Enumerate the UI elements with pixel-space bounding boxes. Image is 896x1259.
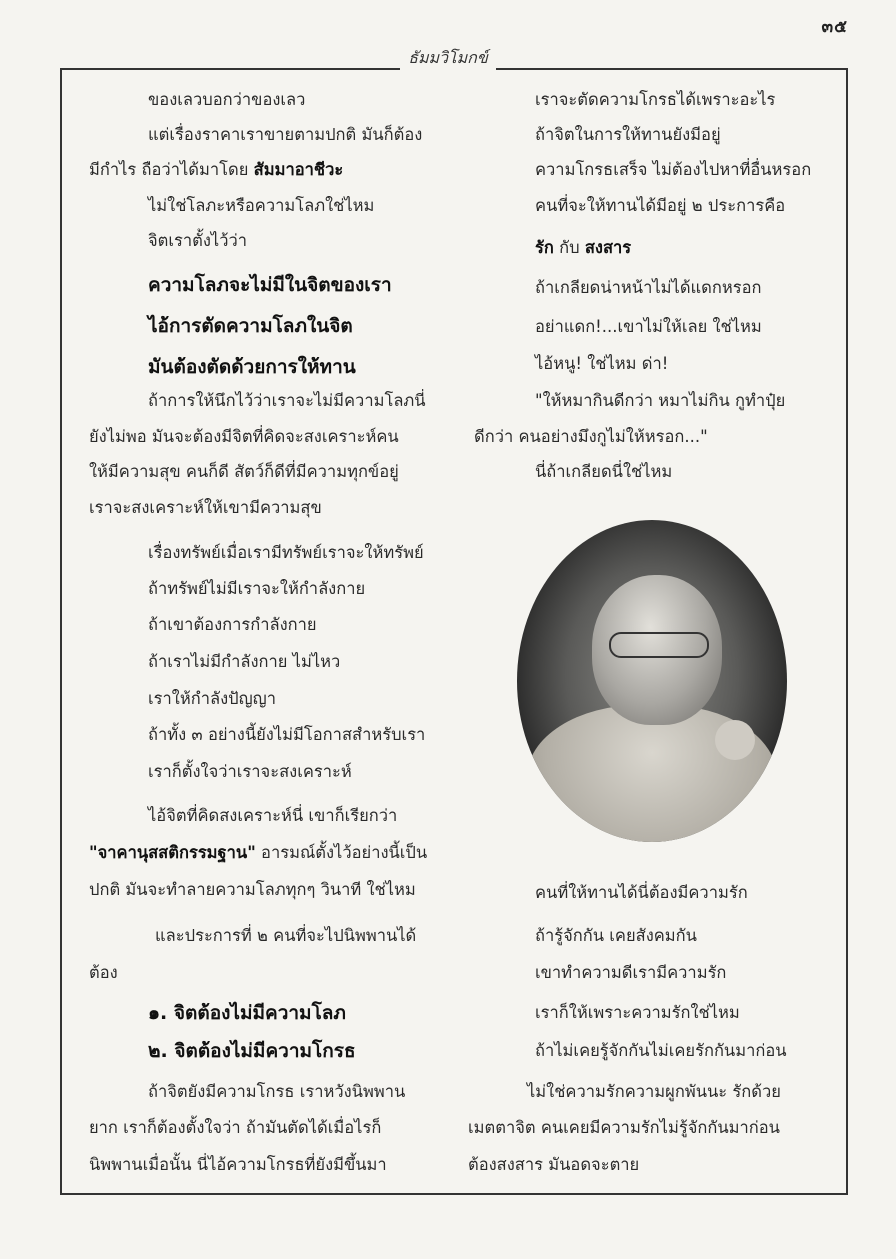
right-line-19: ต้องสงสาร มันอดจะตาย <box>468 1155 640 1174</box>
left-line-16: ถ้าเราไม่มีกำลังกาย ไม่ไหว <box>148 652 341 671</box>
right-line-11: นี่ถ้าเกลียดนี่ใช่ไหม <box>535 462 673 481</box>
left-line-22: ปกติ มันจะทำลายความโลภทุกๆ วินาที ใช่ไหม <box>89 880 416 899</box>
right-line-1: เราจะตัดความโกรธได้เพราะอะไร <box>535 90 776 109</box>
monk-portrait-photo <box>517 520 787 842</box>
eyeglasses-shape <box>609 632 709 658</box>
right-line-16: ถ้าไม่เคยรู้จักกันไม่เคยรักกันมาก่อน <box>535 1041 787 1060</box>
right-line-7: อย่าแดก!...เขาไม่ให้เลย ใช่ไหม <box>535 317 762 336</box>
running-head <box>0 46 896 71</box>
right-line-4: คนที่จะให้ทานได้มีอยู่ ๒ ประการคือ <box>535 196 786 215</box>
right-line-3: ความโกรธเสร็จ ไม่ต้องไปหาที่อื่นหรอก <box>535 160 812 179</box>
microphone-shape <box>715 720 755 760</box>
right-line-17: ไม่ใช่ความรักความผูกพันนะ รักด้วย <box>527 1082 781 1101</box>
term-sammaachiwa: สัมมาอาชีวะ <box>253 160 344 179</box>
right-line-8: ไอ้หนู! ใช่ไหม ด่า! <box>535 354 669 373</box>
term-jakanussati: "จาคานุสสติกรรมฐาน" <box>89 843 256 862</box>
left-heading-5: ๒. จิตต้องไม่มีความโกรธ <box>148 1040 356 1062</box>
left-line-23: และประการที่ ๒ คนที่จะไปนิพพานได้ <box>155 926 417 945</box>
left-line-13: เรื่องทรัพย์เมื่อเรามีทรัพย์เราจะให้ทรัพย์ <box>148 543 424 562</box>
right-line-14: เขาทำความดีเรามีความรัก <box>535 963 727 982</box>
left-heading-1: ความโลภจะไม่มีในจิตของเรา <box>148 274 392 296</box>
left-line-12: เราจะสงเคราะห์ให้เขามีความสุข <box>89 498 322 517</box>
left-line-14: ถ้าทรัพย์ไม่มีเราจะให้กำลังกาย <box>148 579 366 598</box>
left-line-17: เราให้กำลังปัญญา <box>148 689 276 708</box>
right-line-12: คนที่ให้ทานได้นี่ต้องมีความรัก <box>535 883 748 902</box>
right-line-15: เราก็ให้เพราะความรักใช่ไหม <box>535 1003 740 1022</box>
left-line-1: ของเลวบอกว่าของเลว <box>148 90 306 109</box>
left-line-26: ยาก เราก็ต้องตั้งใจว่า ถ้ามันตัดได้เมื่อไรก็ <box>89 1118 382 1137</box>
left-line-2: แต่เรื่องราคาเราขายตามปกติ มันก็ต้อง <box>148 125 423 144</box>
right-line-5 <box>535 238 631 258</box>
running-title: ธัมมวิโมกข์ <box>400 46 496 71</box>
left-line-3-text: มีกำไร ถือว่าได้มาโดย <box>89 160 254 179</box>
left-heading-3: มันต้องตัดด้วยการให้ทาน <box>148 356 356 378</box>
left-line-21 <box>89 843 427 863</box>
left-line-18: ถ้าทั้ง ๓ อย่างนี้ยังไม่มีโอกาสสำหรับเรา <box>148 725 426 744</box>
right-line-2: ถ้าจิตในการให้ทานยังมีอยู่ <box>535 125 721 144</box>
right-line-9: "ให้หมากินดีกว่า หมาไม่กิน กูทำปุ๋ย <box>535 391 786 410</box>
page-number: ๓๕ <box>821 17 848 37</box>
right-line-5-text: กับ <box>553 238 585 257</box>
left-heading-4: ๑. จิตต้องไม่มีความโลภ <box>148 1002 346 1024</box>
left-line-10: ยังไม่พอ มันจะต้องมีจิตที่คิดจะสงเคราะห์คน <box>89 427 399 446</box>
left-heading-2: ไอ้การตัดความโลภในจิต <box>148 315 353 337</box>
term-rak: รัก <box>535 238 554 257</box>
left-line-11: ให้มีความสุข คนก็ดี สัตว์ก็ดีที่มีความทุกข์อยู่ <box>89 462 399 481</box>
left-line-24: ต้อง <box>89 963 118 982</box>
right-line-6: ถ้าเกลียดน่าหน้าไม่ได้แดกหรอก <box>535 278 762 297</box>
left-line-9: ถ้าการให้นึกไว้ว่าเราจะไม่มีความโลภนี่ <box>148 391 426 410</box>
left-line-19: เราก็ตั้งใจว่าเราจะสงเคราะห์ <box>148 762 352 781</box>
left-line-3 <box>89 160 343 180</box>
left-line-20: ไอ้จิตที่คิดสงเคราะห์นี่ เขาก็เรียกว่า <box>148 806 398 825</box>
left-line-21-text: อารมณ์ตั้งไว้อย่างนี้เป็น <box>255 843 428 862</box>
right-line-18: เมตตาจิต คนเคยมีความรักไม่รู้จักกันมาก่อน <box>468 1118 780 1137</box>
right-line-10: ดีกว่า คนอย่างมึงกูไม่ให้หรอก..." <box>474 427 708 446</box>
left-line-25: ถ้าจิตยังมีความโกรธ เราหวังนิพพาน <box>148 1082 406 1101</box>
left-line-27: นิพพานเมื่อนั้น นี่ไอ้ความโกรธที่ยังมีขึ้นมา <box>89 1155 387 1174</box>
left-line-15: ถ้าเขาต้องการกำลังกาย <box>148 615 317 634</box>
term-songsan: สงสาร <box>584 238 632 257</box>
left-line-5: จิตเราตั้งไว้ว่า <box>148 231 248 250</box>
left-line-4: ไม่ใช่โลภะหรือความโลภใช่ไหม <box>148 196 375 215</box>
right-line-13: ถ้ารู้จักกัน เคยสังคมกัน <box>535 926 697 945</box>
